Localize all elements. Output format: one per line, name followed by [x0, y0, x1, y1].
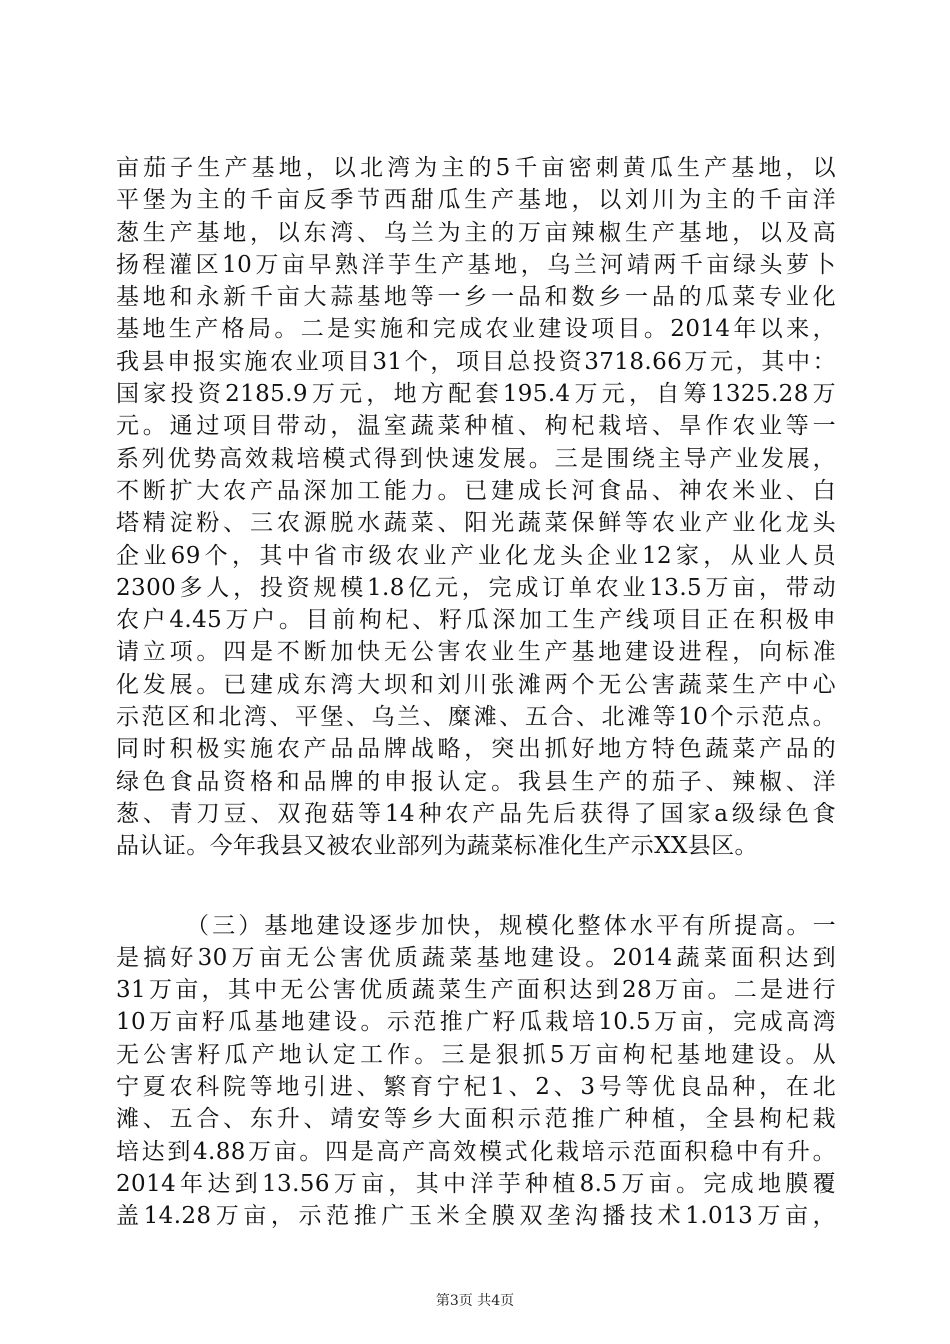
text-line: 亩茄子生产基地，以北湾为主的5千亩密刺黄瓜生产基地，以: [116, 155, 836, 181]
document-body: [116, 152, 836, 1233]
text-line: 是搞好30万亩无公害优质蔬菜基地建设。2014蔬菜面积达到: [116, 944, 836, 971]
text-line: 同时积极实施农产品品牌战略，突出抓好地方特色蔬菜产品的: [116, 736, 836, 763]
text-line: 不断扩大农产品深加工能力。已建成长河食品、神农米业、白: [116, 477, 836, 504]
text-line: 农户4.45万户。目前枸杞、籽瓜深加工生产线项目正在积极申: [116, 607, 836, 634]
paragraph-2: [116, 910, 836, 1233]
text-line: 无公害籽瓜产地认定工作。三是狠抓5万亩枸杞基地建设。从: [116, 1041, 836, 1068]
text-line: 基地生产格局。二是实施和完成农业建设项目。2014年以来，: [116, 316, 836, 343]
page-number-footer: 第3页 共4页: [435, 1293, 515, 1309]
text-line: 葱、青刀豆、双孢菇等14种农产品先后获得了国家a级绿色食: [116, 800, 836, 827]
text-line: 绿色食品资格和品牌的申报认定。我县生产的茄子、辣椒、洋: [116, 768, 836, 795]
text-line-indented: （三）基地建设逐步加快，规模化整体水平有所提高。一: [186, 912, 836, 939]
paragraph-1: [116, 152, 836, 863]
text-line: 宁夏农科院等地引进、繁育宁杞1、2、3号等优良品种，在北: [116, 1074, 836, 1101]
text-line: 基地和永新千亩大蒜基地等一乡一品和数乡一品的瓜菜专业化: [116, 284, 836, 311]
text-line: 31万亩，其中无公害优质蔬菜生产面积达到28万亩。二是进行: [116, 977, 836, 1004]
text-line: 扬程灌区10万亩早熟洋芋生产基地，乌兰河靖两千亩绿头萝卜: [116, 251, 836, 278]
text-line: 盖14.28万亩，示范推广玉米全膜双垄沟播技术1.013万亩，: [116, 1203, 836, 1230]
text-line: 10万亩籽瓜基地建设。示范推广籽瓜栽培10.5万亩，完成高湾: [116, 1009, 836, 1036]
text-line: 培达到4.88万亩。四是高产高效模式化栽培示范面积稳中有升。: [116, 1138, 836, 1165]
text-line: 滩、五合、东升、靖安等乡大面积示范推广种植，全县枸杞栽: [116, 1106, 836, 1133]
text-line: 企业69个，其中省市级农业产业化龙头企业12家，从业人员: [116, 542, 836, 569]
text-line: 化发展。已建成东湾大坝和刘川张滩两个无公害蔬菜生产中心: [116, 671, 836, 698]
text-line: 国家投资2185.9万元，地方配套195.4万元，自筹1325.28万: [116, 381, 836, 408]
text-line: 元。通过项目带动，温室蔬菜种植、枸杞栽培、旱作农业等一: [116, 413, 836, 440]
text-line: 我县申报实施农业项目31个，项目总投资3718.66万元，其中：: [116, 348, 836, 375]
text-line: 示范区和北湾、平堡、乌兰、糜滩、五合、北滩等10个示范点。: [116, 704, 836, 731]
text-line: 平堡为主的千亩反季节西甜瓜生产基地，以刘川为主的千亩洋: [116, 187, 836, 214]
text-line: 2300多人，投资规模1.8亿元，完成订单农业13.5万亩，带动: [116, 574, 836, 601]
text-line: 系列优势高效栽培模式得到快速发展。三是围绕主导产业发展，: [116, 445, 836, 472]
paragraph-spacer: [116, 863, 836, 910]
text-line: 2014年达到13.56万亩，其中洋芋种植8.5万亩。完成地膜覆: [116, 1170, 836, 1197]
text-line: 葱生产基地，以东湾、乌兰为主的万亩辣椒生产基地，以及高: [116, 219, 836, 246]
text-line: 塔精淀粉、三农源脱水蔬菜、阳光蔬菜保鲜等农业产业化龙头: [116, 510, 836, 537]
text-line: 请立项。四是不断加快无公害农业生产基地建设进程，向标准: [116, 639, 836, 666]
text-line: 品认证。今年我县又被农业部列为蔬菜标准化生产示XX县区。: [116, 833, 758, 860]
